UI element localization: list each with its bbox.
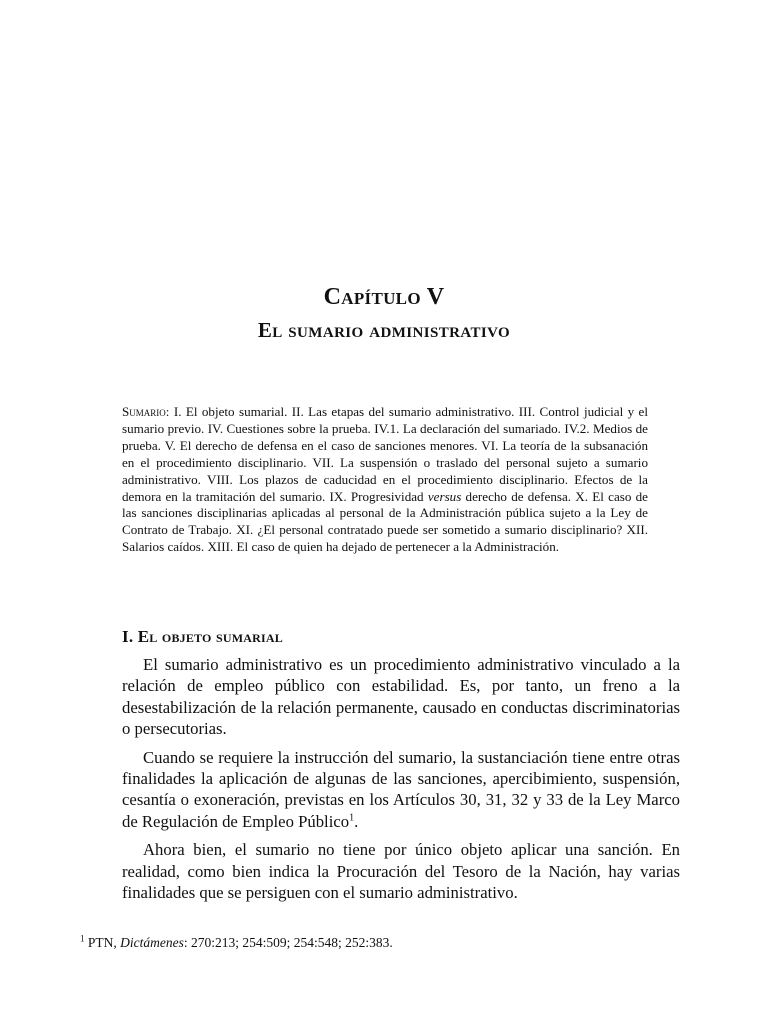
paragraph-2-end: . xyxy=(354,811,359,831)
paragraph-2 xyxy=(122,747,680,833)
section-heading: I. El objeto sumarial xyxy=(122,627,283,646)
footnote-marker: 1 xyxy=(80,933,85,944)
footnote-reference[interactable]: 1 xyxy=(349,812,355,824)
paragraph-1-text: El sumario administrativo es un procedimiento administrativo vinculado a la relación de empleo público con estabilidad. Es, por tanto, un freno a la desestabilización de la relación permanente, causado en conductas discriminatorias o persecutorias. xyxy=(122,655,680,739)
summary-lead: Sumario: xyxy=(122,404,170,419)
paragraph-1 xyxy=(122,654,680,740)
chapter-title: El sumario administrativo xyxy=(257,318,511,342)
section-body xyxy=(122,654,680,910)
footnote xyxy=(80,934,393,952)
footnote-prefix: PTN, xyxy=(87,935,117,950)
paragraph-2-text: Cuando se requiere la instrucción del sumario, la sustanciación tiene entre otras finalidades la aplicación de algunas de las sanciones, apercibimiento, suspensión, cesantía o exoneración, previstas en los Artículos 30, 31, 32 y 33 de la Ley Marco de Regulación de Empleo Público xyxy=(122,747,680,831)
chapter-summary xyxy=(122,404,648,556)
footnote-text: : 270:213; 254:509; 254:548; 252:383. xyxy=(183,935,393,950)
summary-text-after: derecho de defensa. X. El caso de las sanciones disciplinarias aplicadas al personal de la Administración pública sujeto a la Ley de Contrato de Trabajo. XI. ¿El personal contratado puede ser sometido a sumario disciplinario? XII. Salarios caídos. XIII. El caso de quien ha dejado de pertenecer a la Administración. xyxy=(122,488,648,555)
footnote-italic: Dictámenes xyxy=(120,935,184,950)
chapter-number: Capítulo V xyxy=(323,284,445,310)
paragraph-3-text: Ahora bien, el sumario no tiene por único objeto aplicar una sanción. En realidad, como bien indica la Procuración del Tesoro de la Nación, hay varias finalidades que se persiguen con el sumario administrativo. xyxy=(122,840,680,903)
chapter-heading xyxy=(0,282,768,345)
summary-text: I. El objeto sumarial. II. Las etapas del sumario administrativo. III. Control judicial y el sumario previo. IV. Cuestiones sobre la prueba. IV.1. La declaración del sumariado. IV.2. Medios de prueba. V. El derecho de defensa en el caso de sanciones menores. VI. La teoría de la subsanación en el procedimiento disciplinario. VII. La suspensión o traslado del personal sujeto a sumario administrativo. VIII. Los plazos de caducidad en el procedimiento disciplinario. Efectos de la demora en la tramitación del sumario. IX. Progresividad xyxy=(122,404,649,504)
summary-versus: versus xyxy=(427,488,462,504)
paragraph-3 xyxy=(122,839,680,903)
